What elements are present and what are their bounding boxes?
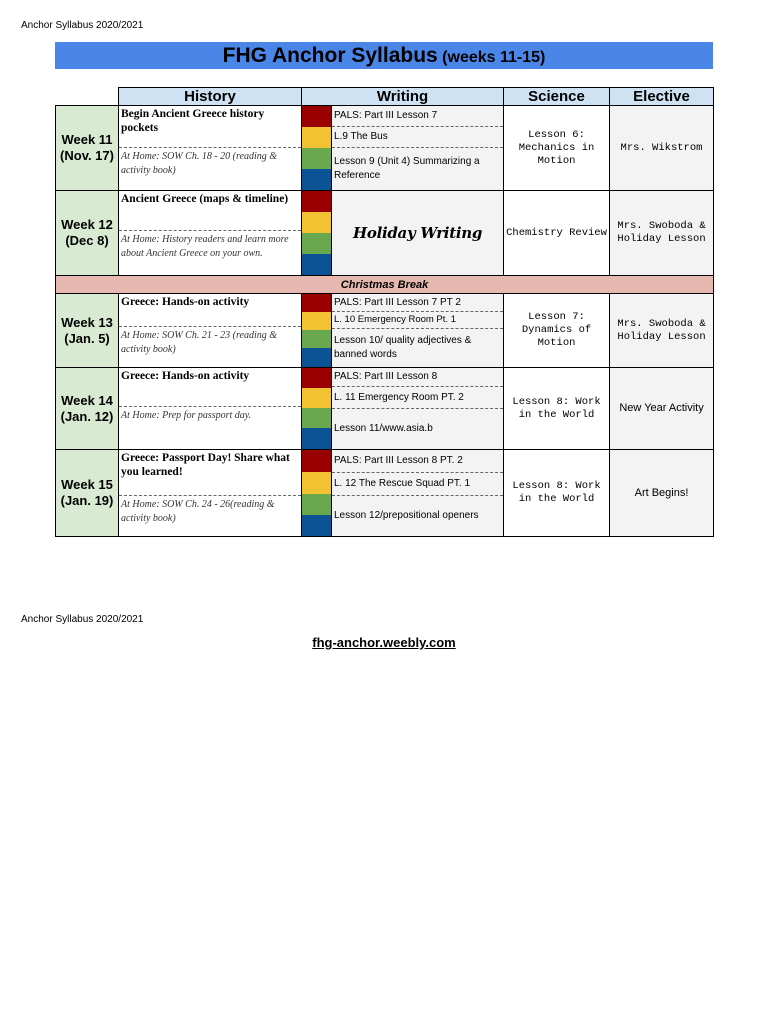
page-subtitle: (weeks 11-15) <box>442 49 546 66</box>
elective-cell: New Year Activity <box>610 368 714 450</box>
science-cell: Lesson 6: Mechanics in Motion <box>504 106 610 191</box>
elective-cell: Mrs. Swoboda & Holiday Lesson <box>610 294 714 368</box>
history-topic: Greece: Passport Day! Share what you learned! <box>119 450 301 496</box>
header-history: History <box>119 88 302 106</box>
header-writing: Writing <box>302 88 504 106</box>
yellow-swatch <box>302 472 331 494</box>
week-label: Week 15 <box>61 477 113 492</box>
writing-item: L. 12 The Rescue Squad PT. 1 <box>332 472 503 495</box>
red-swatch <box>302 191 331 212</box>
red-swatch <box>302 106 331 127</box>
website-link[interactable]: fhg-anchor.weebly.com <box>312 635 456 650</box>
science-cell: Lesson 7: Dynamics of Motion <box>504 294 610 368</box>
history-cell <box>119 294 302 368</box>
writing-item: Lesson 10/ quality adjectives & banned words <box>332 328 503 367</box>
yellow-swatch <box>302 212 331 233</box>
yellow-swatch <box>302 388 331 408</box>
week-cell <box>56 191 119 276</box>
science-cell: Lesson 8: Work in the World <box>504 450 610 537</box>
writing-item: PALS: Part III Lesson 8 <box>334 371 438 382</box>
week-label: Week 13 <box>61 314 113 330</box>
table-row <box>56 191 714 276</box>
green-swatch <box>302 330 331 348</box>
color-swatches <box>302 106 332 191</box>
week-date: (Jan. 12) <box>60 408 114 424</box>
history-cell <box>119 191 302 276</box>
header-blank <box>56 88 119 106</box>
table-row <box>56 294 714 368</box>
holiday-writing: Holiday Writing <box>332 191 504 276</box>
writing-item: PALS: Part III Lesson 8 PT. 2 <box>334 455 463 466</box>
week-cell <box>56 294 119 368</box>
week-cell <box>56 106 119 191</box>
history-topic: Ancient Greece (maps & timeline) <box>119 191 301 231</box>
history-topic: Greece: Hands-on activity <box>119 294 301 327</box>
green-swatch <box>302 233 331 254</box>
week-label: Week 14 <box>61 392 113 408</box>
blue-swatch <box>302 254 331 275</box>
footer-note: Anchor Syllabus 2020/2021 <box>21 614 144 625</box>
history-cell <box>119 368 302 450</box>
history-topic: Greece: Hands-on activity <box>119 368 301 407</box>
elective-cell: Mrs. Swoboda & Holiday Lesson <box>610 191 714 276</box>
week-label: Week 11 <box>61 132 113 147</box>
header-science: Science <box>504 88 610 106</box>
week-label: Week 12 <box>61 217 113 232</box>
week-date: (Nov. 17) <box>60 148 114 163</box>
writing-item: L. 11 Emergency Room PT. 2 <box>332 386 503 408</box>
history-at-home: At Home: SOW Ch. 21 - 23 (reading & activity book) <box>121 330 277 355</box>
green-swatch <box>302 408 331 428</box>
christmas-break-row <box>56 276 714 294</box>
writing-item: PALS: Part III Lesson 7 PT 2 <box>334 296 461 308</box>
science-cell: Chemistry Review <box>504 191 610 276</box>
writing-item: Lesson 12/prepositional openers <box>332 495 503 536</box>
week-cell <box>56 450 119 537</box>
title-banner <box>55 42 713 69</box>
table-row <box>56 368 714 450</box>
writing-item: L.9 The Bus <box>332 126 503 147</box>
history-at-home: At Home: SOW Ch. 18 - 20 (reading & activity book) <box>121 151 277 176</box>
week-date: (Jan. 5) <box>64 330 110 346</box>
page-title: FHG Anchor Syllabus <box>222 44 438 67</box>
red-swatch <box>302 450 331 472</box>
writing-item: L. 10 Emergency Room Pt. 1 <box>332 311 503 328</box>
break-label: Christmas Break <box>56 276 714 294</box>
writing-cell <box>332 106 504 191</box>
history-topic: Begin Ancient Greece history pockets <box>119 106 301 148</box>
history-at-home: At Home: SOW Ch. 24 - 26(reading & activity book) <box>121 499 275 524</box>
blue-swatch <box>302 428 331 449</box>
writing-item: PALS: Part III Lesson 7 <box>334 110 438 121</box>
elective-cell: Art Begins! <box>610 450 714 537</box>
table-row <box>56 106 714 191</box>
writing-cell <box>332 450 504 537</box>
syllabus-table <box>55 87 714 537</box>
writing-item: Lesson 11/www.asia.b <box>332 408 503 449</box>
red-swatch <box>302 294 331 312</box>
history-at-home: At Home: Prep for passport day. <box>121 410 252 421</box>
color-swatches <box>302 368 332 450</box>
writing-cell <box>332 368 504 450</box>
science-cell: Lesson 8: Work in the World <box>504 368 610 450</box>
blue-swatch <box>302 515 331 536</box>
header-note: Anchor Syllabus 2020/2021 <box>21 20 144 31</box>
writing-item: Lesson 9 (Unit 4) Summarizing a Reference <box>332 147 503 190</box>
blue-swatch <box>302 169 331 190</box>
table-row <box>56 450 714 537</box>
table-header-row <box>56 88 714 106</box>
week-date: (Dec 8) <box>65 233 109 248</box>
green-swatch <box>302 494 331 515</box>
writing-cell <box>332 294 504 368</box>
history-cell <box>119 106 302 191</box>
green-swatch <box>302 148 331 169</box>
red-swatch <box>302 368 331 388</box>
week-date: (Jan. 19) <box>60 493 114 508</box>
week-cell <box>56 368 119 450</box>
yellow-swatch <box>302 312 331 330</box>
header-elective: Elective <box>610 88 714 106</box>
yellow-swatch <box>302 127 331 148</box>
color-swatches <box>302 294 332 368</box>
history-at-home: At Home: History readers and learn more about Ancient Greece on your own. <box>121 234 289 259</box>
blue-swatch <box>302 348 331 367</box>
color-swatches <box>302 191 332 276</box>
history-cell <box>119 450 302 537</box>
color-swatches <box>302 450 332 537</box>
elective-cell: Mrs. Wikstrom <box>610 106 714 191</box>
